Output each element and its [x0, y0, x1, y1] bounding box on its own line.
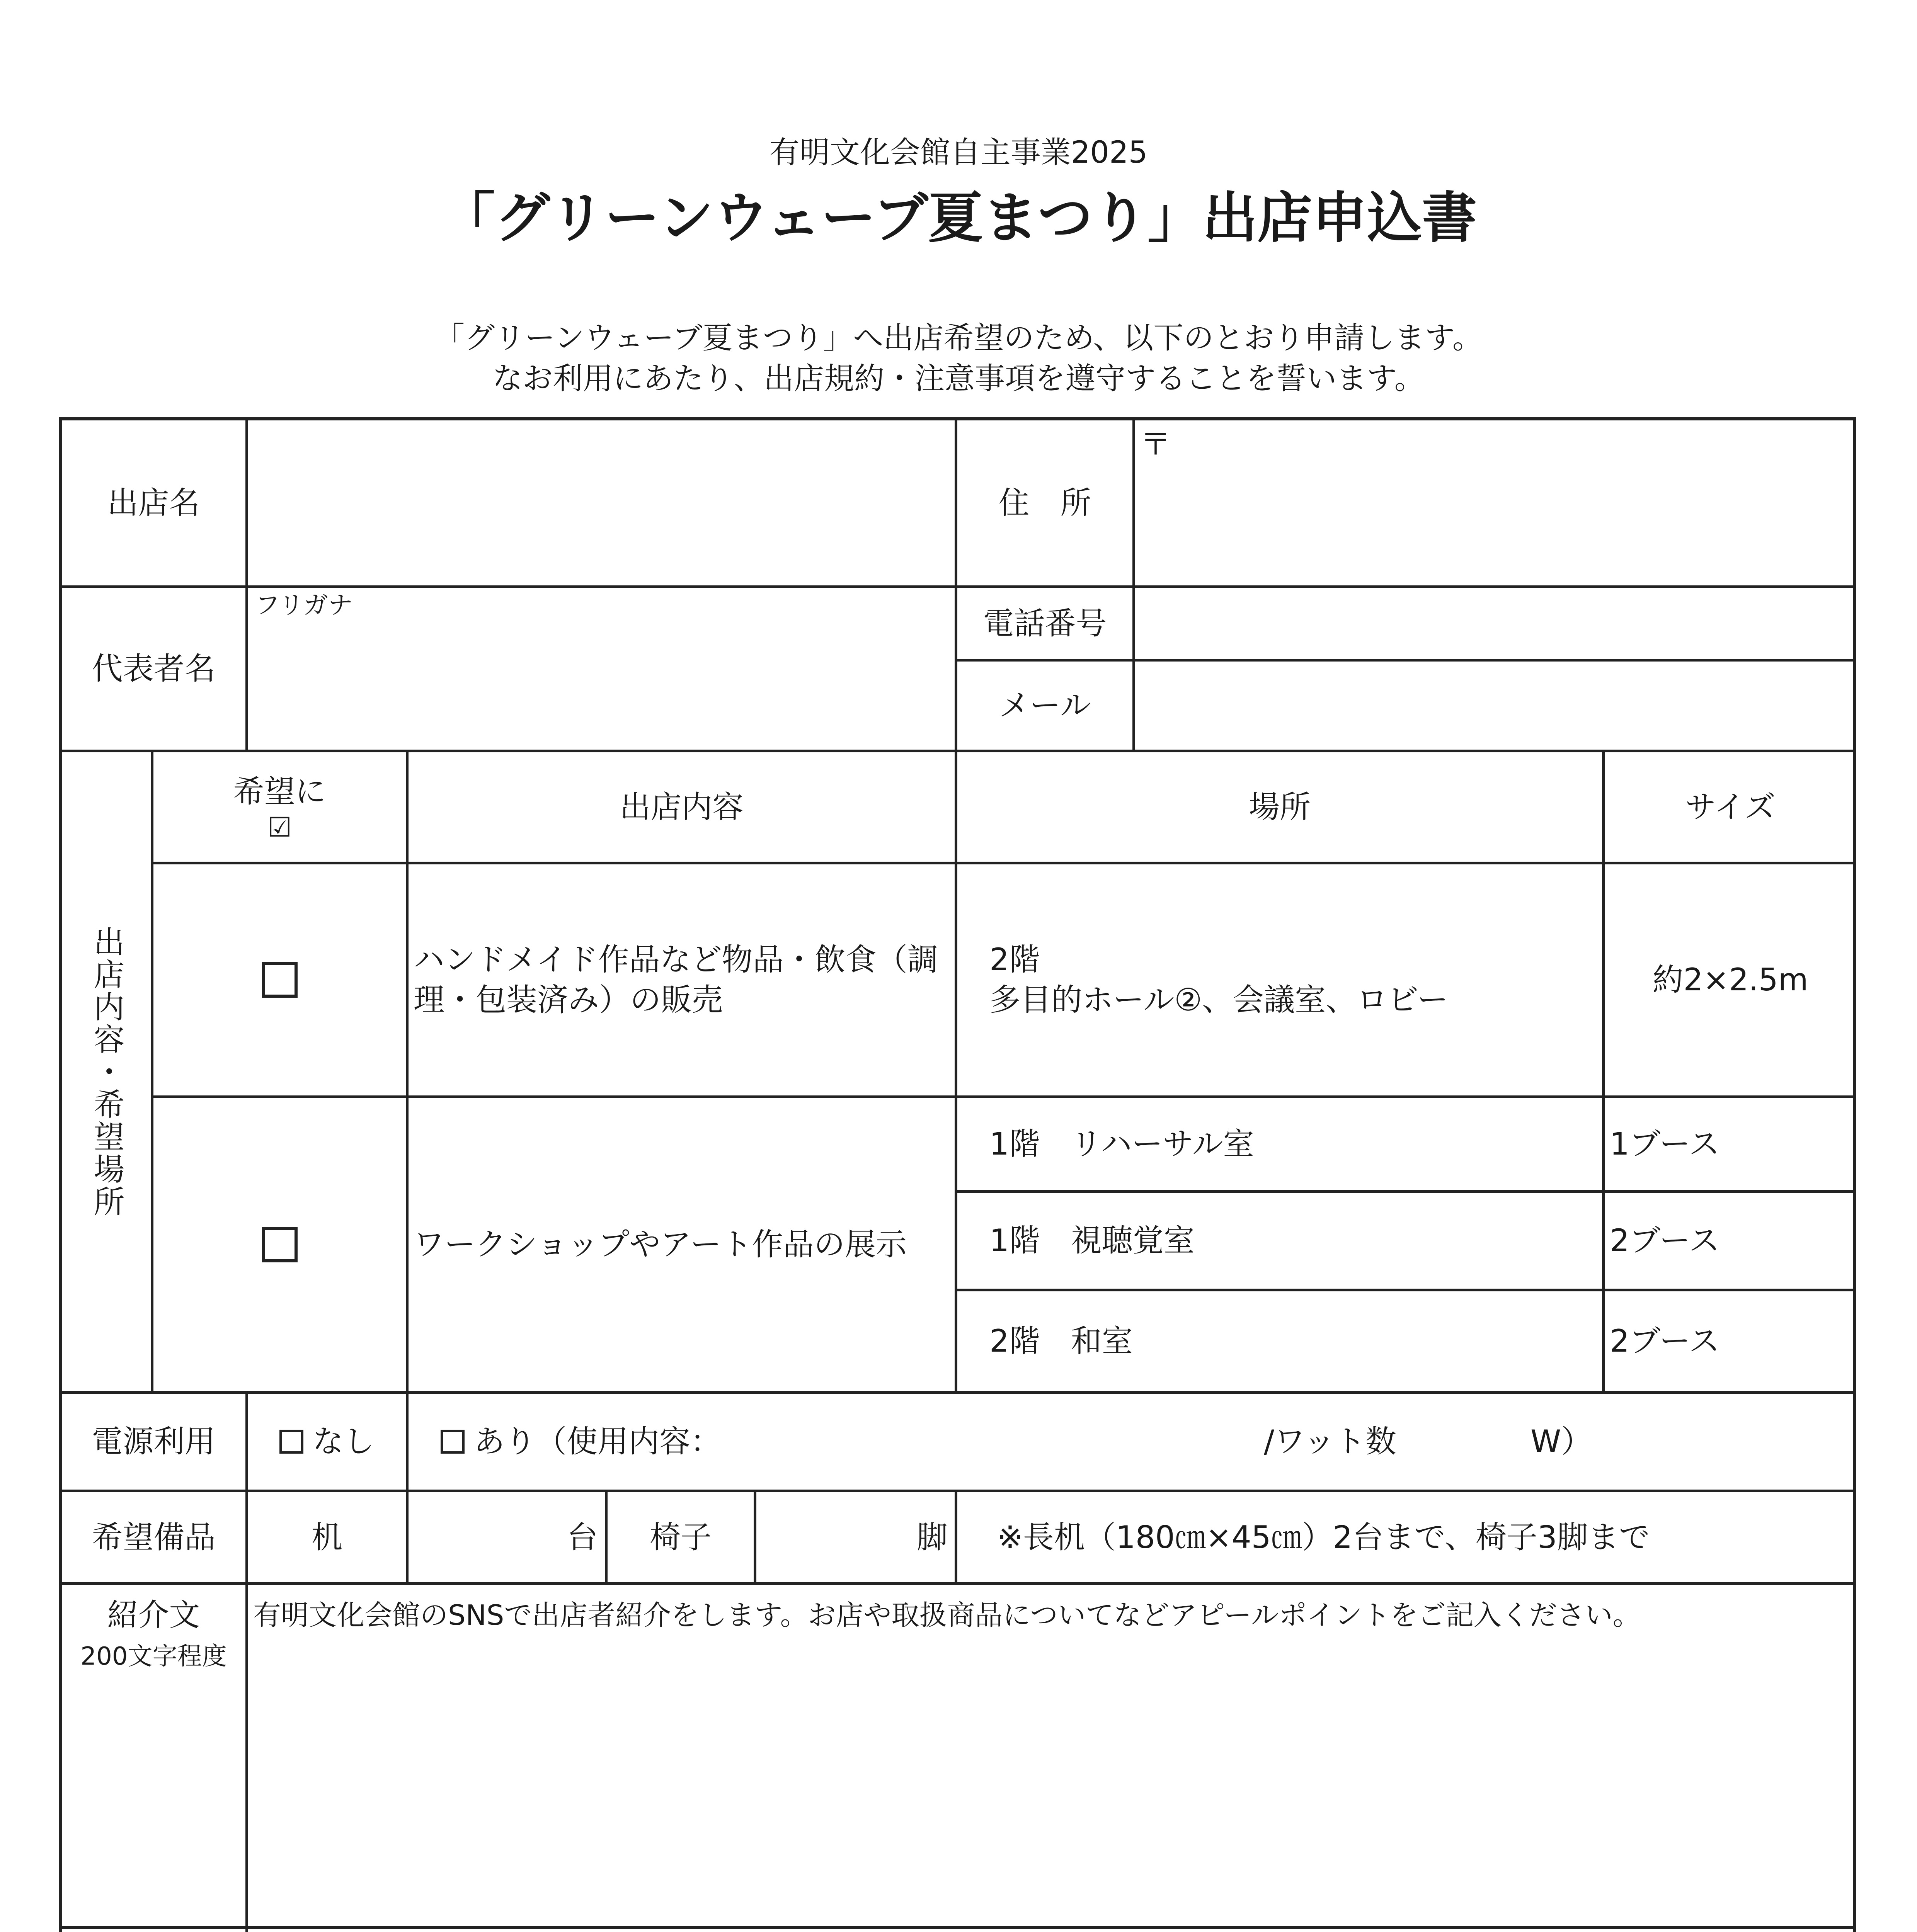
- wish-header: [153, 752, 406, 862]
- intro-line-2: なお利用にあたり、出店規約・注意事項を遵守することを誓います。: [492, 361, 1425, 396]
- power-yes-option[interactable]: [441, 1394, 1098, 1490]
- intro-text-label: 紹介文: [107, 1597, 200, 1633]
- shop-name-label: 出店名: [107, 485, 200, 521]
- row1-place-floor: 2階: [989, 942, 1040, 978]
- postal-mark: 〒: [1140, 426, 1171, 462]
- equipment-label: 希望備品: [92, 1519, 216, 1555]
- divider: [605, 1490, 608, 1582]
- row1-checkbox[interactable]: [262, 962, 298, 998]
- divider: [59, 750, 1856, 752]
- address-field[interactable]: [1135, 464, 1852, 585]
- intro-text-sublabel: 200文字程度: [80, 1642, 227, 1671]
- address-label: 住 所: [998, 485, 1091, 521]
- divider: [59, 585, 1856, 588]
- divider: [955, 659, 1856, 662]
- page-title: 「グリーンウェーブ夏まつり」出店申込書: [440, 186, 1477, 250]
- power-none-option[interactable]: [248, 1394, 406, 1490]
- row1-place: [989, 864, 1600, 1095]
- row2-checkbox-cell: [153, 1098, 406, 1391]
- power-none-checkbox[interactable]: [279, 1430, 303, 1454]
- divider: [754, 1490, 756, 1582]
- email-field[interactable]: [1135, 662, 1852, 750]
- content-header: 出店内容: [620, 789, 744, 825]
- divider: [59, 1926, 1856, 1929]
- row1-content: ハンドメイド作品など物品・飲食（調理・包装済み）の販売: [414, 942, 938, 1018]
- email-label: メール: [999, 687, 1091, 723]
- power-yes-label: あり（使用内容：: [474, 1423, 721, 1459]
- content-section-label: 出店内容・希望場所: [89, 925, 124, 1218]
- row2-size-3: 2ブース: [1610, 1323, 1720, 1359]
- divider: [955, 1190, 1856, 1193]
- divider: [59, 1391, 1856, 1394]
- row1-checkbox-cell: [153, 864, 406, 1095]
- divider: [245, 1391, 248, 1932]
- divider: [59, 1582, 1856, 1585]
- divider: [406, 1391, 409, 1582]
- desk-label: 机: [312, 1519, 342, 1555]
- photo-label: [62, 1929, 245, 1932]
- furigana-label: フリガナ: [255, 591, 353, 620]
- row2-checkbox[interactable]: [262, 1227, 298, 1262]
- power-watt-label: /ワット数: [1264, 1423, 1396, 1459]
- equipment-note: ※長机（180㎝×45㎝）2台まで、椅子3脚まで: [997, 1519, 1650, 1555]
- representative-field[interactable]: [248, 626, 955, 750]
- row2-place-1: 1階 リハーサル室: [989, 1126, 1254, 1162]
- chair-label: 椅子: [650, 1519, 712, 1555]
- divider: [955, 417, 957, 750]
- power-yes-checkbox[interactable]: [441, 1430, 465, 1454]
- row2-size-2: 2ブース: [1610, 1223, 1720, 1259]
- power-w-unit: W）: [1531, 1423, 1592, 1459]
- representative-label: 代表者名: [92, 651, 216, 687]
- row1-place-rooms: 多目的ホール②、会議室、ロビー: [989, 982, 1448, 1018]
- divider: [955, 1490, 957, 1582]
- divider: [955, 1289, 1856, 1291]
- intro-line-1: 「グリーンウェーブ夏まつり」へ出店希望のため、以下のとおり申請します。: [434, 321, 1483, 355]
- divider: [245, 417, 248, 750]
- chair-unit: 脚: [917, 1519, 948, 1555]
- divider: [59, 1490, 1856, 1492]
- intro-text-field[interactable]: [253, 1642, 1849, 1920]
- row1-size: 約2×2.5m: [1652, 962, 1808, 998]
- size-header: サイズ: [1685, 789, 1776, 825]
- divider: [151, 750, 153, 1391]
- divider: [406, 750, 409, 1391]
- divider: [955, 750, 957, 1391]
- power-label: 電源利用: [92, 1423, 216, 1459]
- divider: [1132, 417, 1135, 750]
- phone-field[interactable]: [1135, 588, 1852, 659]
- place-header: 場所: [1249, 789, 1311, 825]
- row2-place-2: 1階 視聴覚室: [989, 1223, 1195, 1259]
- row2-place-3: 2階 和室: [989, 1323, 1133, 1359]
- wish-header-label: 希望に: [233, 773, 326, 810]
- divider: [1602, 750, 1605, 1391]
- row2-content: ワークショップやアート作品の展示: [414, 1226, 907, 1262]
- phone-label: 電話番号: [983, 605, 1107, 641]
- shop-name-field[interactable]: [248, 420, 955, 585]
- power-none-label: なし: [313, 1423, 375, 1459]
- event-subtitle: 有明文化会館自主事業2025: [769, 135, 1148, 170]
- checked-box-icon: ☑: [267, 811, 292, 843]
- intro-text-instruction: 有明文化会館のSNSで出店者紹介をします。お店や取扱商品についてなどアピールポイントをご記入ください。: [253, 1599, 1641, 1631]
- row2-size-1: 1ブース: [1610, 1126, 1720, 1162]
- desk-unit: 台: [567, 1519, 598, 1555]
